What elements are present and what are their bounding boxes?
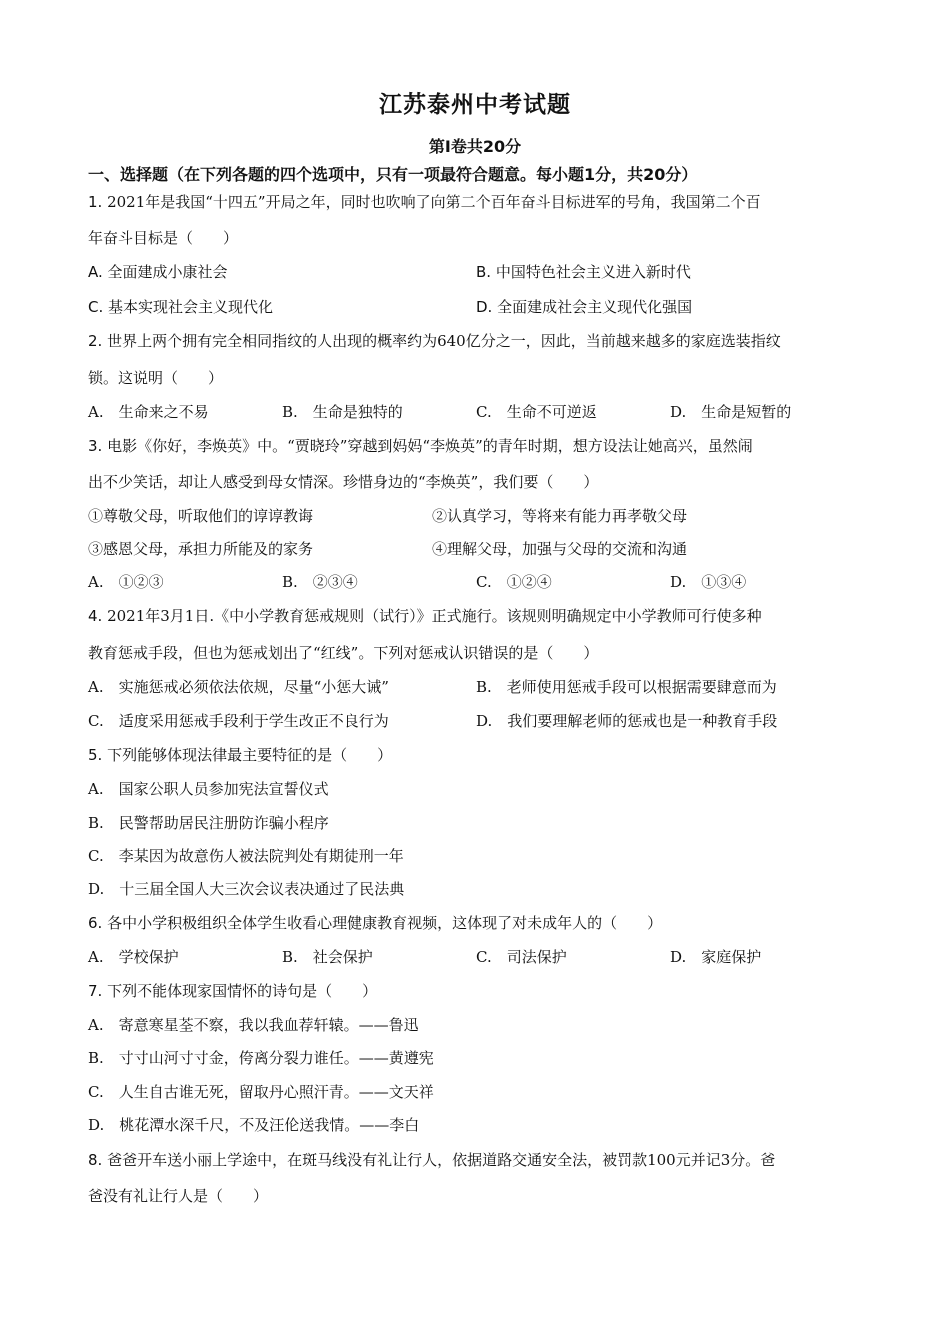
- option-text: 中国特色社会主义进入新时代: [495, 263, 691, 281]
- question-8-text: 爸爸开车送小丽上学途中，在斑马线没有礼让行人，依据道路交通安全法，被罚款100元并记3分。爸: [102, 1151, 776, 1169]
- question-5-option-a: A. 国家公职人员参加宪法宣誓仪式: [88, 780, 329, 798]
- question-2-number: 2.: [88, 332, 103, 350]
- question-4-option-b: B. 老师使用惩戒手段可以根据需要肆意而为: [476, 678, 777, 696]
- question-3-statement-2: ②认真学习，等将来有能力再孝敬父母: [432, 507, 688, 525]
- question-5-option-d: D. 十三届全国人大三次会议表决通过了民法典: [88, 880, 405, 898]
- question-6-text: 各中小学积极组织全体学生收看心理健康教育视频，这体现了对未成年人的（ ）: [102, 914, 663, 932]
- option-letter: B.: [476, 263, 492, 281]
- question-4-stem-cont: 教育惩戒手段，但也为惩戒划出了“红线”。下列对惩戒认识错误的是（ ）: [88, 644, 599, 662]
- question-4-option-d: D. 我们要理解老师的惩戒也是一种教育手段: [476, 712, 778, 730]
- question-7-number: 7.: [88, 982, 103, 1000]
- question-3-option-a: A. ①②③: [88, 573, 164, 591]
- question-5-option-c: C. 李某因为故意伤人被法院判处有期徒刑一年: [88, 847, 404, 865]
- question-2-stem: [88, 330, 868, 352]
- question-1-stem: [88, 191, 868, 213]
- question-3-statement-4: ④理解父母，加强与父母的交流和沟通: [432, 540, 688, 558]
- question-3-statement-1: ①尊敬父母，听取他们的谆谆教诲: [88, 507, 314, 525]
- question-3-option-b: B. ②③④: [282, 573, 358, 591]
- question-2-option-b: B. 生命是独特的: [282, 403, 403, 421]
- option-letter: D.: [476, 298, 493, 316]
- option-text: 全面建成社会主义现代化强国: [497, 298, 693, 316]
- option-text: 全面建成小康社会: [107, 263, 228, 281]
- page-subtitle: 第Ⅰ卷共20分: [428, 137, 522, 156]
- question-1-option-a: [88, 261, 228, 283]
- question-3-option-d: D. ①③④: [670, 573, 747, 591]
- question-1-text: 2021年是我国“十四五”开局之年，同时也吹响了向第二个百年奋斗目标进军的号角，我国第二个百: [102, 193, 761, 211]
- option-text: 基本实现社会主义现代化: [108, 298, 274, 316]
- question-5-number: 5.: [88, 746, 103, 764]
- question-6-option-d: D. 家庭保护: [670, 948, 762, 966]
- question-1-option-b: [476, 261, 691, 283]
- question-5-option-b: B. 民警帮助居民注册防诈骗小程序: [88, 814, 329, 832]
- question-6-option-b: B. 社会保护: [282, 948, 373, 966]
- question-2-stem-cont: 锁。这说明（ ）: [88, 369, 224, 387]
- question-1-option-c: [88, 296, 273, 318]
- question-3-stem: [88, 435, 868, 457]
- question-6-option-a: A. 学校保护: [88, 948, 179, 966]
- section-heading: 一、选择题（在下列各题的四个选项中，只有一项最符合题意。每小题1分，共20分）: [88, 165, 698, 184]
- question-8-number: 8.: [88, 1151, 103, 1169]
- question-1-option-d: [476, 296, 692, 318]
- question-6-option-c: C. 司法保护: [476, 948, 567, 966]
- question-2-option-d: D. 生命是短暂的: [670, 403, 792, 421]
- question-4-option-c: C. 适度采用惩戒手段利于学生改正不良行为: [88, 712, 389, 730]
- question-7-stem: [88, 980, 868, 1002]
- question-2-option-c: C. 生命不可逆返: [476, 403, 597, 421]
- question-3-text: 电影《你好，李焕英》中。“贾晓玲”穿越到妈妈“李焕英”的青年时期，想方设法让她高兴，虽然闹: [102, 437, 753, 455]
- question-4-stem: [88, 605, 868, 627]
- question-6-stem: [88, 912, 868, 934]
- question-3-stem-cont: 出不少笑话，却让人感受到母女情深。珍惜身边的“李焕英”，我们要（ ）: [88, 473, 599, 491]
- question-5-text: 下列能够体现法律最主要特征的是（ ）: [102, 746, 393, 764]
- question-2-text: 世界上两个拥有完全相同指纹的人出现的概率约为640亿分之一，因此，当前越来越多的家庭选装指纹: [102, 332, 781, 350]
- question-1-stem-cont: 年奋斗目标是（ ）: [88, 229, 239, 247]
- question-4-option-a: A. 实施惩戒必须依法依规，尽量“小惩大诫”: [88, 678, 389, 696]
- option-letter: A.: [88, 263, 103, 281]
- question-6-number: 6.: [88, 914, 103, 932]
- question-3-number: 3.: [88, 437, 103, 455]
- question-5-stem: [88, 744, 868, 766]
- question-7-text: 下列不能体现家国情怀的诗句是（ ）: [102, 982, 378, 1000]
- question-3-option-c: C. ①②④: [476, 573, 552, 591]
- question-8-stem: [88, 1149, 868, 1171]
- question-8-stem-cont: 爸没有礼让行人是（ ）: [88, 1187, 269, 1205]
- question-4-text: 2021年3月1日.《中小学教育惩戒规则（试行）》正式施行。该规则明确规定中小学教师可行使多种: [102, 607, 762, 625]
- question-2-option-a: A. 生命来之不易: [88, 403, 209, 421]
- question-7-option-c: C. 人生自古谁无死，留取丹心照汗青。——文天祥: [88, 1083, 434, 1101]
- question-3-statement-3: ③感恩父母，承担力所能及的家务: [88, 540, 314, 558]
- option-letter: C.: [88, 298, 104, 316]
- question-7-option-d: D. 桃花潭水深千尺，不及汪伦送我情。——李白: [88, 1116, 420, 1134]
- question-1-number: 1.: [88, 193, 103, 211]
- question-7-option-a: A. 寄意寒星荃不察，我以我血荐轩辕。——鲁迅: [88, 1016, 419, 1034]
- question-4-number: 4.: [88, 607, 103, 625]
- page-title: 江苏泰州中考试题: [379, 92, 571, 118]
- question-7-option-b: B. 寸寸山河寸寸金，侉离分裂力谁任。——黄遵宪: [88, 1049, 434, 1067]
